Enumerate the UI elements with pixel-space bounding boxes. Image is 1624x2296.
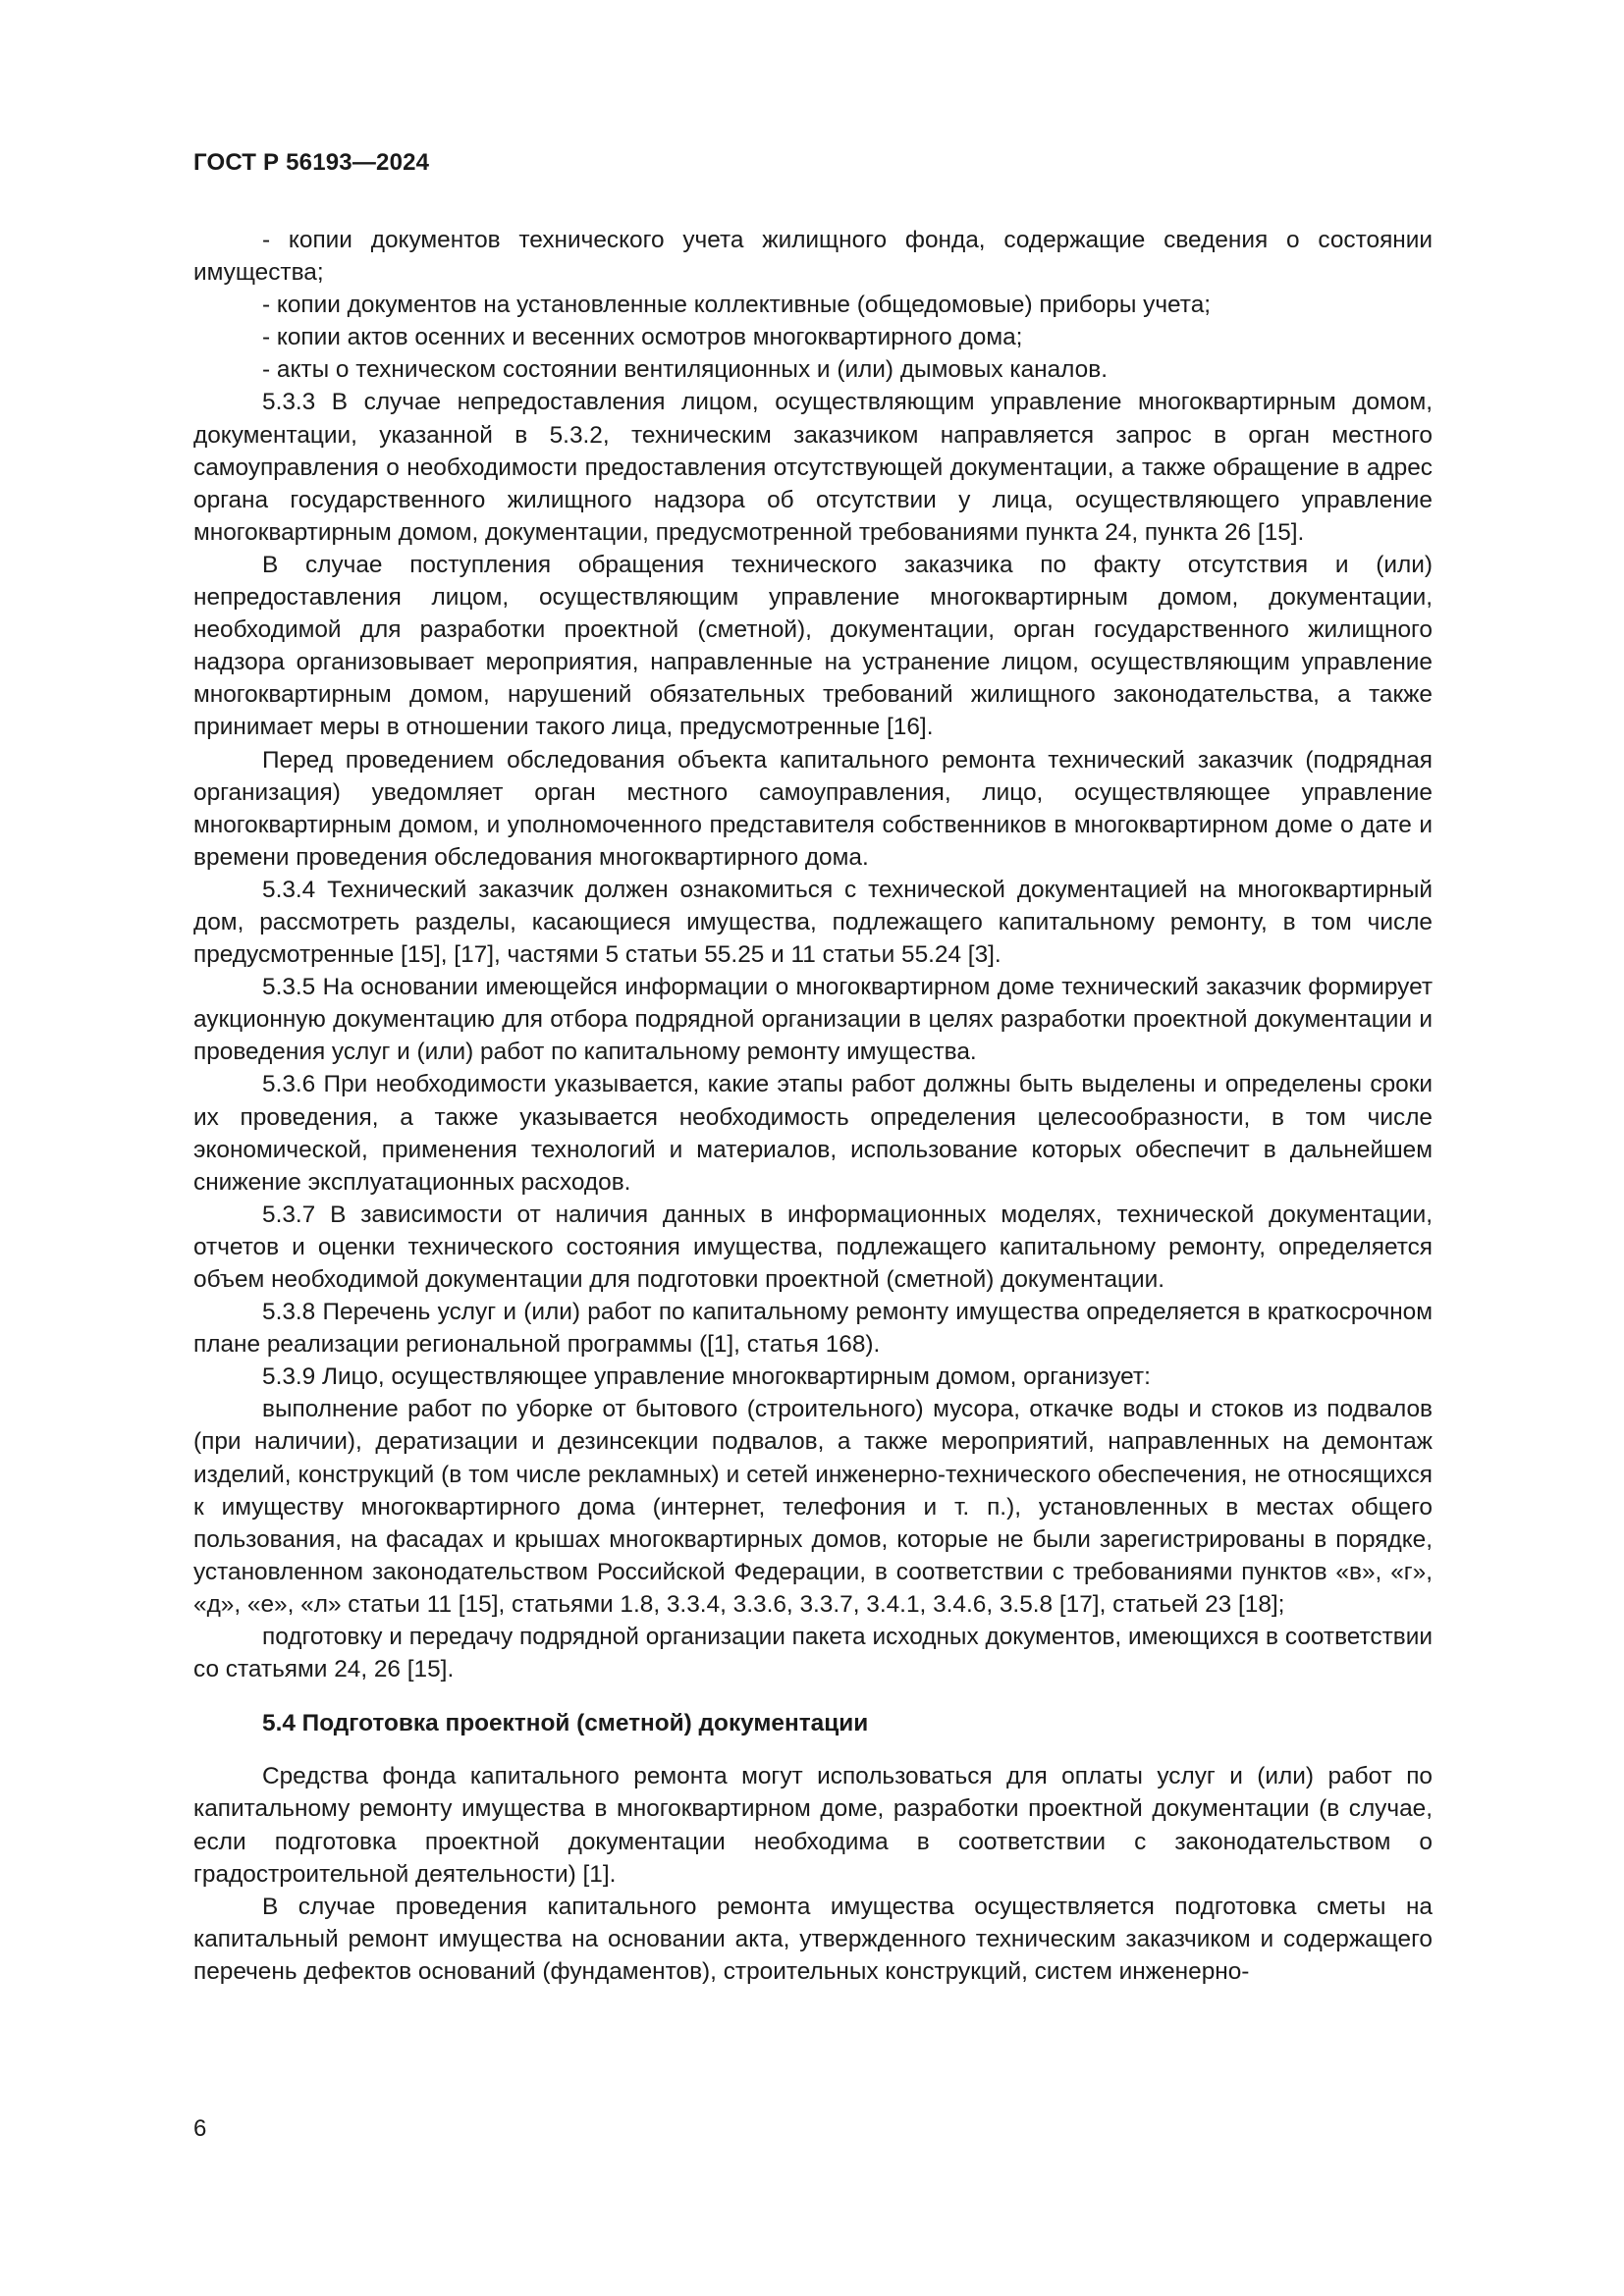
paragraph-5-3-5: 5.3.5 На основании имеющейся информации о многоквартирном доме технический заказчик формирует аукционную документацию для отбора подрядной организации в целях разработки проектной документации и проведения услуг и (или) работ по капитальному ремонту имущества. [193,974,1433,1066]
paragraph: В случае поступления обращения технического заказчика по факту отсутствия и (или) непредоставления лицом, осуществляющим управление многоквартирным домом, документации, необходимой для разработки проектной (сметной), документации, орган государственного жилищного надзора организовывает мероприятия, направленные на устранение лицом, осуществляющим управление многоквартирным домом, нарушений обязательных требований жилищного законодательства, а также принимает меры в отношении такого лица, предусмотренные [16]. [193,551,1433,741]
list-item: - копии документов на установленные коллективные (общедомовые) приборы учета; [262,292,1212,319]
paragraph: подготовку и передачу подрядной организации пакета исходных документов, имеющихся в соответствии со статьями 24, 26 [15]. [193,1624,1433,1683]
document-header: ГОСТ Р 56193—2024 [193,149,430,176]
document-body [193,224,1433,1988]
paragraph: Средства фонда капитального ремонта могут использоваться для оплаты услуг и (или) работ по капитальному ремонту имущества в многоквартирном доме, разработки проектной документации (в случае, если подготовка проектной документации необходима в соответствии с законодательством о градостроительной деятельности) [1]. [193,1763,1433,1888]
paragraph-5-3-4: 5.3.4 Технический заказчик должен ознакомиться с технической документацией на многоквартирный дом, рассмотреть разделы, касающиеся имущества, подлежащего капитальному ремонту, в том числе предусмотренные [15], [17], частями 5 статьи 55.25 и 11 статьи 55.24 [3]. [193,876,1433,969]
paragraph-5-3-3: 5.3.3 В случае непредоставления лицом, осуществляющим управление многоквартирным домом, документации, указанной в 5.3.2, техническим заказчиком направляется запрос в орган местного самоуправления о необходимости предоставления отсутствующей документации, а также обращение в адрес органа государственного жилищного надзора об отсутствии у лица, осуществляющего управление многоквартирным домом, документации, предусмотренной требованиями пункта 24, пункта 26 [15]. [193,389,1433,546]
paragraph: выполнение работ по уборке от бытового (строительного) мусора, откачке воды и стоков из подвалов (при наличии), дератизации и дезинсекции подвалов, а также мероприятий, направленных на демонтаж изделий, конструкций (в том числе рекламных) и сетей инженерно-технического обеспечения, не относящихся к имуществу многоквартирного дома (интернет, телефония и т. п.), установленных в местах общего пользования, на фасадах и крышах многоквартирных домов, которые не были зарегистрированы в порядке, установленном законодательством Российской Федерации, в соответствии с требованиями пунктов «в», «г», «д», «е», «л» статьи 11 [15], статьями 1.8, 3.3.4, 3.3.6, 3.3.7, 3.4.1, 3.4.6, 3.5.8 [17], статьей 23 [18]; [193,1396,1433,1618]
list-item: - акты о техническом состоянии вентиляционных и (или) дымовых каналов. [262,356,1108,384]
paragraph-5-3-6: 5.3.6 При необходимости указывается, какие этапы работ должны быть выделены и определены сроки их проведения, а также указывается необходимость определения целесообразности, в том числе экономической, применения технологий и материалов, использование которых обеспечит в дальнейшем снижение эксплуатационных расходов. [193,1071,1433,1196]
paragraph: В случае проведения капитального ремонта имущества осуществляется подготовка сметы на капитальный ремонт имущества на основании акта, утвержденного техническим заказчиком и содержащего перечень дефектов оснований (фундаментов), строительных конструкций, систем инженерно- [193,1893,1433,1985]
paragraph-5-3-8: 5.3.8 Перечень услуг и (или) работ по капитальному ремонту имущества определяется в краткосрочном плане реализации региональной программы ([1], статья 168). [193,1299,1433,1359]
paragraph-5-3-7: 5.3.7 В зависимости от наличия данных в информационных моделях, технической документации, отчетов и оценки технического состояния имущества, подлежащего капитальному ремонту, определяется объем необходимой документации для подготовки проектной (сметной) документации. [193,1201,1433,1293]
paragraph: Перед проведением обследования объекта капитального ремонта технический заказчик (подрядная организация) уведомляет орган местного самоуправления, лицо, осуществляющее управление многоквартирным домом, и уполномоченного представителя собственников в многоквартирном доме о дате и времени проведения обследования многоквартирного дома. [193,746,1433,871]
section-heading-5-4: 5.4 Подготовка проектной (сметной) документации [262,1710,869,1737]
list-item: - копии документов технического учета жилищного фонда, содержащие сведения о состоянии имущества; [193,227,1433,287]
page-number: 6 [193,2115,207,2142]
paragraph-5-3-9: 5.3.9 Лицо, осуществляющее управление многоквартирным домом, организует: [262,1363,1151,1391]
list-item: - копии актов осенних и весенних осмотров многоквартирного дома; [262,324,1023,351]
